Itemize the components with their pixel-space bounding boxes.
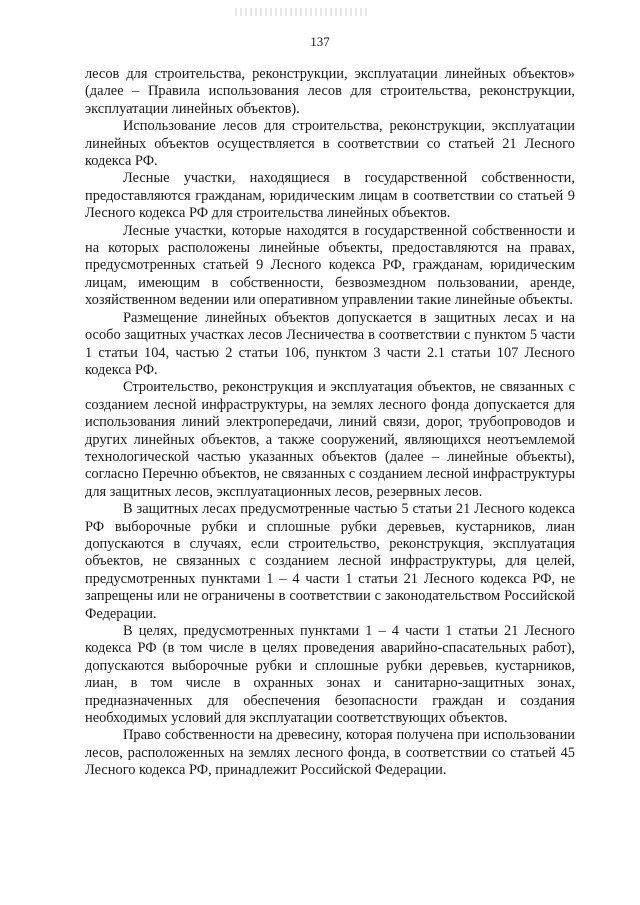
- document-body: [85, 66, 575, 780]
- paragraph-4: Лесные участки, которые находятся в государственной собственности и на которых расположены линейные объекты, предоставляются на правах, предусмотренных статьей 9 Лесного кодекса РФ, гражданам, юридическим лицам, имеющим в собственности, безвозмездном пользовании, аренде, хозяйственном ведении или оперативном управлении такие линейные объекты.: [85, 222, 575, 309]
- scan-artifact: [235, 8, 370, 16]
- paragraph-9: Право собственности на древесину, которая получена при использовании лесов, расположенных на землях лесного фонда, в соответствии со статьей 45 Лесного кодекса РФ, принадлежит Российской Федерации.: [85, 727, 575, 779]
- paragraph-5: Размещение линейных объектов допускается в защитных лесах и на особо защитных участках лесов Лесничества в соответствии с пунктом 5 части 1 статьи 104, частью 2 статьи 106, пунктом 3 части 2.1 статьи 107 Лесного кодекса РФ.: [85, 309, 575, 378]
- paragraph-1: лесов для строительства, реконструкции, эксплуатации линейных объектов» (далее – Правила использования лесов для строительства, реконструкции, эксплуатации линейных объектов).: [85, 66, 575, 117]
- paragraph-7: В защитных лесах предусмотренные частью 5 статьи 21 Лесного кодекса РФ выборочные рубки и сплошные рубки деревьев, кустарников, лиан допускаются в случаях, если строительство, реконструкция, эксплуатация объектов, не связанных с созданием лесной инфраструктуры, для целей, предусмотренных пунктами 1 – 4 части 1 статьи 21 Лесного кодекса РФ, не запрещены или не ограничены в соответствии с законодательством Российской Федерации.: [85, 501, 575, 622]
- paragraph-8: В целях, предусмотренных пунктами 1 – 4 части 1 статьи 21 Лесного кодекса РФ (в том числе в целях проведения аварийно-спасательных работ), допускаются выборочные рубки и сплошные рубки деревьев, кустарников, лиан, в том числе в охранных зонах и санитарно-защитных зонах, предназначенных для обеспечения безопасности граждан и создания необходимых условий для эксплуатации соответствующих объектов.: [85, 623, 575, 727]
- paragraph-6: Строительство, реконструкция и эксплуатация объектов, не связанных с созданием лесной инфраструктуры, на землях лесного фонда допускается для использования линий электропередачи, линий связи, дорог, трубопроводов и других линейных объектов, а также сооружений, являющихся неотъемлемой технологической частью указанных объектов (далее – линейные объекты), согласно Перечню объектов, не связанных с созданием лесной инфраструктуры для защитных лесов, эксплуатационных лесов, резервных лесов.: [85, 379, 575, 500]
- page-number: 137: [310, 34, 330, 49]
- paragraph-2: Использование лесов для строительства, реконструкции, эксплуатации линейных объектов осуществляется в соответствии со статьей 21 Лесного кодекса РФ.: [85, 118, 575, 170]
- paragraph-3: Лесные участки, находящиеся в государственной собственности, предоставляются гражданам, юридическим лицам в соответствии со статьей 9 Лесного кодекса РФ для строительства линейных объектов.: [85, 170, 575, 222]
